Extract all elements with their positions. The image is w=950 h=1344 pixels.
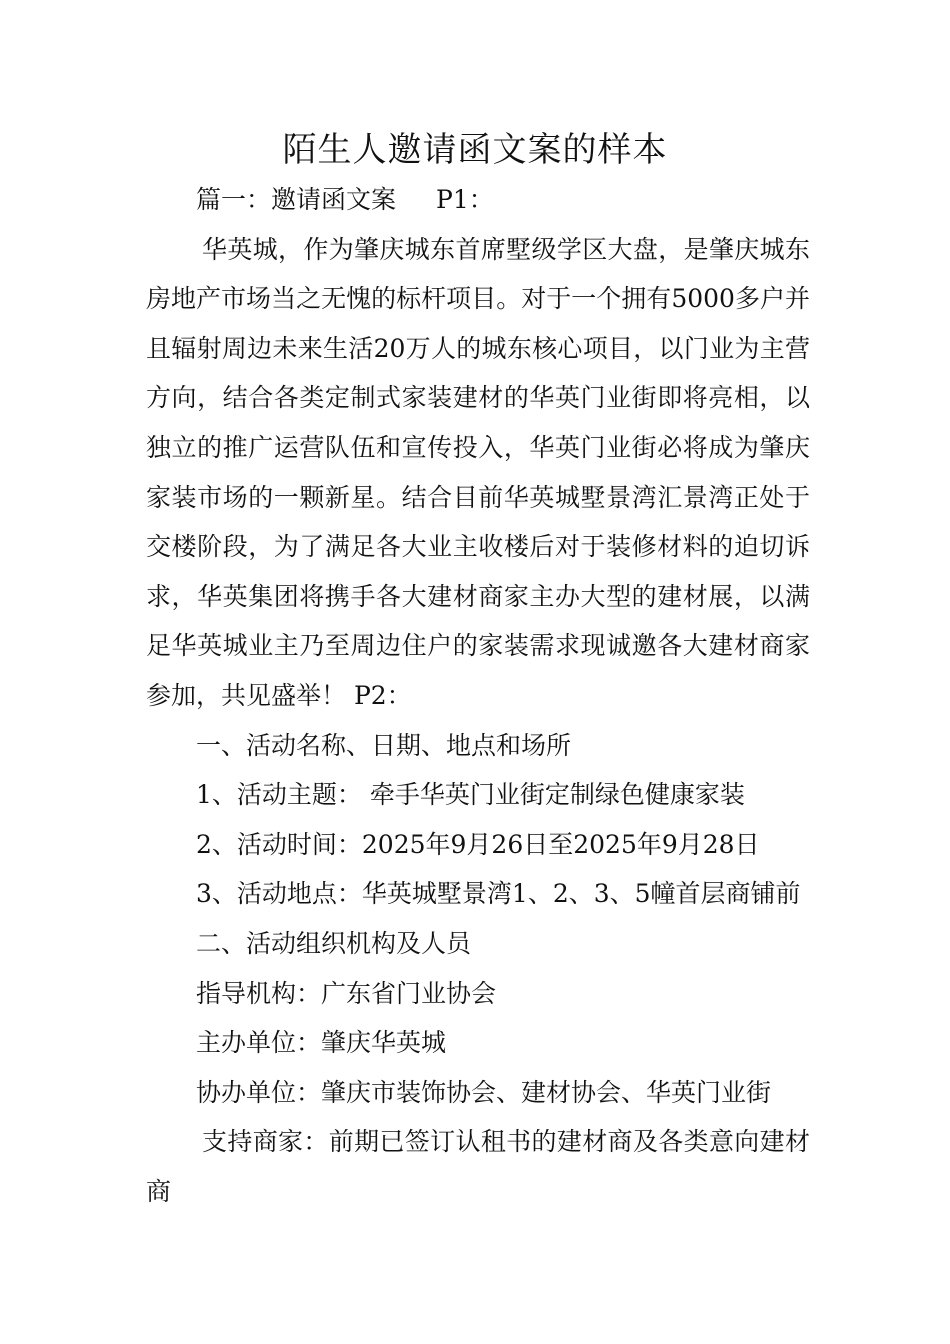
activity-location: 3、活动地点：华英城墅景湾1、2、3、5幢首层商铺前 xyxy=(196,879,801,909)
support-merchants-paragraph: 支持商家：前期已签订认租书的建材商及各类意向建材商 xyxy=(146,1127,810,1206)
document-body xyxy=(146,175,810,1216)
section-heading xyxy=(146,175,810,225)
document-title: 陌生人邀请函文案的样本 xyxy=(282,130,668,170)
guiding-organization: 指导机构：广东省门业协会 xyxy=(196,978,497,1008)
host-organization: 主办单位：肇庆华英城 xyxy=(196,1028,447,1058)
section-page-marker: P1： xyxy=(436,185,494,214)
activity-time: 2、活动时间：2025年9月26日至2025年9月28日 xyxy=(196,829,760,859)
heading-organization: 二、活动组织机构及人员 xyxy=(196,928,472,958)
heading-activity-info: 一、活动名称、日期、地点和场所 xyxy=(196,730,572,760)
section-label: 篇一：邀请函文案 xyxy=(196,185,397,214)
intro-paragraph: 华英城，作为肇庆城东首席墅级学区大盘，是肇庆城东房地产市场当之无愧的标杆项目。对于一个拥有5000多户并且辐射周边未来生活20万人的城东核心项目，以门业为主营方向，结合各类定制式家装建材的华英门业街即将亮相，以独立的推广运营队伍和宣传投入，华英门业街必将成为肇庆家装市场的一颗新星。结合目前华英城墅景湾汇景湾正处于交楼阶段，为了满足各大业主收楼后对于装修材料的迫切诉求，华英集团将携手各大建材商家主办大型的建材展，以满足华英城业主乃至周边住户的家装需求现诚邀各大建材商家参加，共见盛举！ P2： xyxy=(146,234,810,710)
activity-theme: 1、活动主题： 牵手华英门业街定制绿色健康家装 xyxy=(196,780,745,810)
co-organizers: 协办单位：肇庆市装饰协会、建材协会、华英门业街 xyxy=(196,1077,772,1107)
